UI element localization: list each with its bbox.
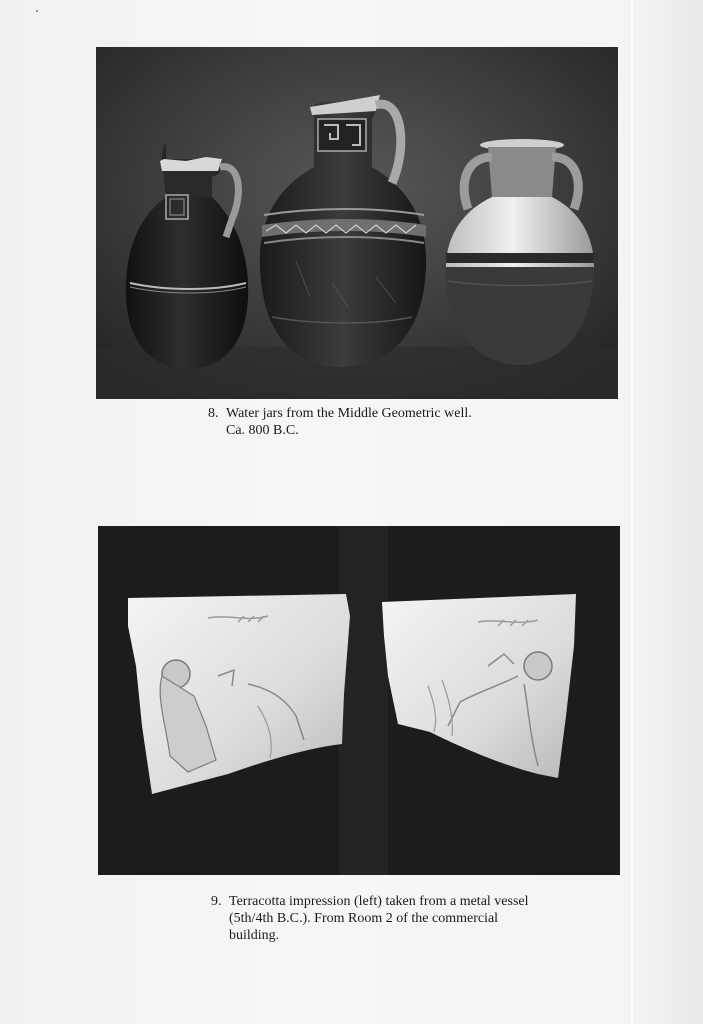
water-jars-photo	[96, 47, 618, 399]
caption-line: (5th/4th B.C.). From Room 2 of the commercial	[229, 911, 499, 926]
terracotta-relief-illustration	[98, 526, 620, 875]
caption-line	[208, 405, 538, 422]
terracotta-relief-photo	[98, 526, 620, 875]
figure-9-caption	[211, 893, 591, 944]
figure-8-caption	[208, 405, 538, 439]
figure-number: 9.	[211, 894, 222, 909]
caption-line	[211, 893, 591, 910]
caption-date: Ca. 800 B.C.	[226, 423, 299, 438]
right-amphora	[446, 139, 594, 365]
scan-speck	[36, 10, 38, 12]
caption-line: building.	[229, 928, 280, 943]
page-edge	[631, 0, 633, 1024]
figure-number: 8.	[208, 406, 219, 421]
caption-text: Water jars from the Middle Geometric well.	[226, 406, 472, 421]
water-jars-illustration	[96, 47, 618, 399]
caption-text: Terracotta impression (left) taken from a metal vessel	[229, 894, 529, 909]
